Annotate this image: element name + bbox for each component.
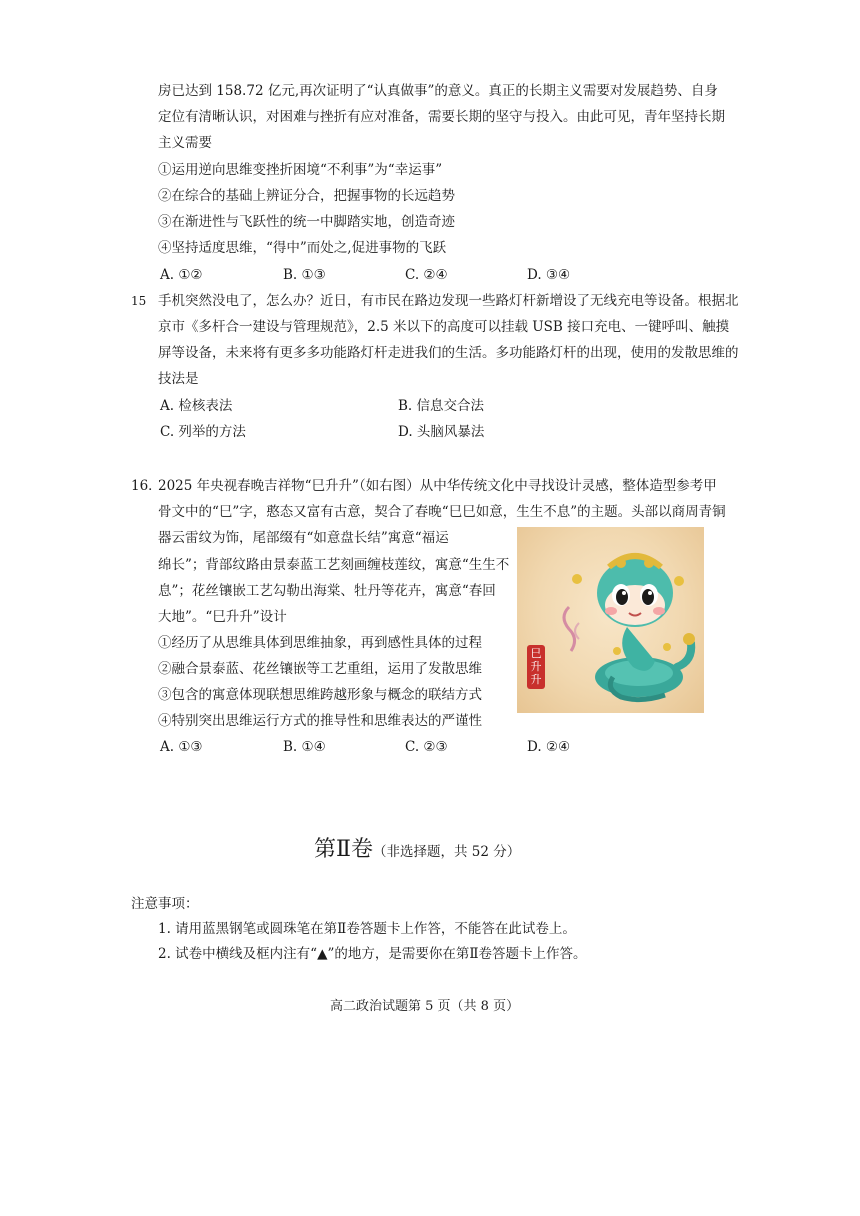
q14-stem-line: 房已达到 158.72 亿元,再次证明了“认真做事”的意义。真正的长期主义需要对发展趋势、自身 xyxy=(158,83,718,99)
section-title xyxy=(314,832,520,863)
q15-number: 15 xyxy=(131,294,147,308)
q14-stem-line: 定位有清晰认识，对困难与挫折有应对准备，需要长期的坚守与投入。由此可见，青年坚持长期 xyxy=(158,109,725,125)
q16-option-b: B. ①④ xyxy=(283,739,326,755)
notes-heading: 注意事项： xyxy=(131,896,199,912)
q16-statement: ②融合景泰蓝、花丝镶嵌等工艺重组，运用了发散思维 xyxy=(158,661,482,677)
q16-stem-line: 大地”。“巳升升”设计 xyxy=(158,609,287,625)
section-title-main: 第Ⅱ卷 xyxy=(314,837,373,862)
q16-stem-line: 息”；花丝镶嵌工艺勾勒出海棠、牡丹等花卉，寓意“春回 xyxy=(158,583,496,599)
q14-statement: ①运用逆向思维变挫折困境“不利事”为“幸运事” xyxy=(158,162,443,178)
q16-stem-line: 器云雷纹为饰，尾部缀有“如意盘长结”寓意“福运 xyxy=(158,530,449,546)
q14-option-b: B. ①③ xyxy=(283,267,326,283)
q15-option-b: B. 信息交合法 xyxy=(398,398,485,414)
mascot-seal-text: 巳升升 xyxy=(530,647,542,686)
section-title-sub: （非选择题，共 52 分） xyxy=(372,844,521,860)
q14-statement: ④坚持适度思维，“得中”而处之,促进事物的飞跃 xyxy=(158,240,447,256)
q16-stem-line: 绵长”；背部纹路由景泰蓝工艺刻画缠枝莲纹，寓意“生生不 xyxy=(158,557,510,573)
q15-option-a: A. 检核表法 xyxy=(160,398,233,414)
q14-option-d: D. ③④ xyxy=(527,267,571,283)
q16-number: 16． xyxy=(131,478,162,494)
q16-statement: ③包含的寓意体现联想思维跨越形象与概念的联结方式 xyxy=(158,687,482,703)
q16-statement: ④特别突出思维运行方式的推导性和思维表达的严谨性 xyxy=(158,713,482,729)
q14-statement: ③在渐进性与飞跃性的统一中脚踏实地，创造奇迹 xyxy=(158,214,455,230)
snake-mascot-illustration xyxy=(517,527,704,713)
q14-option-a: A. ①② xyxy=(160,267,203,283)
q15-stem-line: 技法是 xyxy=(158,371,199,387)
notes-item: 1. 请用蓝黑钢笔或圆珠笔在第Ⅱ卷答题卡上作答，不能答在此试卷上。 xyxy=(158,921,576,937)
q15-option-c: C. 列举的方法 xyxy=(160,424,246,440)
q14-statement: ②在综合的基础上辨证分合，把握事物的长远趋势 xyxy=(158,188,455,204)
q15-stem-line: 京市《多杆合一建设与管理规范》，2.5 米以下的高度可以挂载 USB 接口充电、一键呼叫、触摸 xyxy=(158,319,730,335)
page-footer: 高二政治试题第 5 页（共 8 页） xyxy=(330,999,520,1014)
q15-stem-line: 屏等设备，未来将有更多多功能路灯杆走进我们的生活。多功能路灯杆的出现，使用的发散思维的 xyxy=(158,345,739,361)
q16-statement: ①经历了从思维具体到思维抽象，再到感性具体的过程 xyxy=(158,635,482,651)
q14-option-c: C. ②④ xyxy=(405,267,448,283)
q16-option-d: D. ②④ xyxy=(527,739,571,755)
q16-stem-line: 骨文中的“巳”字，憨态又富有古意，契合了春晚“巳巳如意，生生不息”的主题。头部以商周青铜 xyxy=(158,504,726,520)
q16-option-a: A. ①③ xyxy=(160,739,203,755)
mascot-image xyxy=(517,527,704,713)
q14-stem-line: 主义需要 xyxy=(158,135,212,151)
q16-stem-line: 2025 年央视春晚吉祥物“巳升升”（如右图）从中华传统文化中寻找设计灵感，整体造型参考甲 xyxy=(158,478,717,494)
q16-option-c: C. ②③ xyxy=(405,739,448,755)
notes-item: 2. 试卷中横线及框内注有“▲”的地方，是需要你在第Ⅱ卷答题卡上作答。 xyxy=(158,946,587,962)
q15-option-d: D. 头脑风暴法 xyxy=(398,424,485,440)
q15-stem-line: 手机突然没电了，怎么办？近日，有市民在路边发现一些路灯杆新增设了无线充电等设备。根据北 xyxy=(158,293,739,309)
